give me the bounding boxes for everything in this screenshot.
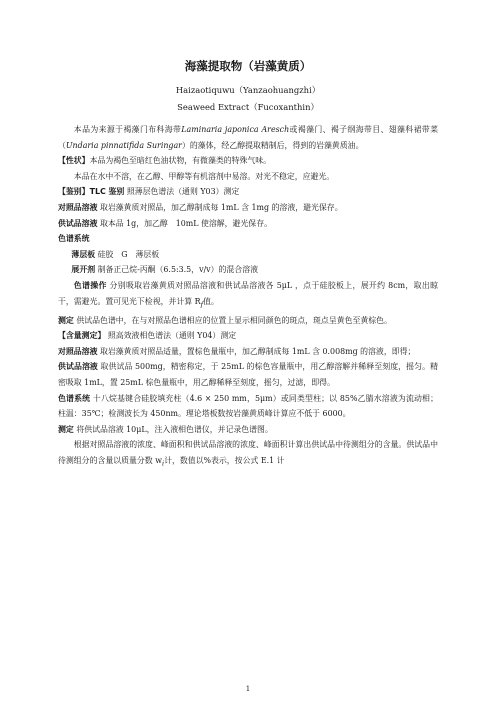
calc-text: 根据对照品溶液的浓度、峰面积和供试品溶液的浓度、峰面积计算出供试品中待测组分的含量。供试品中待测组分的含量以质量分数 w xyxy=(58,440,438,466)
jianbie-label: 【鉴别】TLC 鉴别 xyxy=(58,187,125,197)
jianbie-test-solution xyxy=(58,216,438,232)
jianbie-ref-solution xyxy=(58,200,438,216)
solvent-label: 展开剂 xyxy=(71,265,96,275)
jianbie-section xyxy=(58,184,438,200)
intro-text-3: ）的藻体，经乙醇提取精制后，得到的岩藻黄质油。 xyxy=(181,140,364,150)
hplc-ref-solution xyxy=(58,344,438,360)
page-number: 1 xyxy=(245,685,251,693)
xingzhuang-section xyxy=(58,153,438,169)
latin-name-1: Laminaria japonica Aresch xyxy=(181,125,290,134)
tlc-measure xyxy=(58,313,438,329)
ref-solution-label: 对照品溶液 xyxy=(58,202,98,212)
calculation-paragraph xyxy=(58,437,438,472)
wi-subscript: i xyxy=(161,459,165,468)
english-title: Seaweed Extract（Fucoxanthin） xyxy=(177,102,319,112)
intro-text-1: 本品为来源于褐藻门布科海带 xyxy=(73,125,182,134)
hplc-system-text: 十八烷基键合硅胶填充柱（4.6 × 250 mm，5μm）或同类型柱；以 85%乙腈水溶液为流动相；柱温：35℃；检测波长为 450nm。理论塔板数按岩藻黄质峰计算应不低于 6000。 xyxy=(58,393,439,419)
hanliang-section xyxy=(58,328,438,344)
ref-solution-text: 取岩藻黄质对照品，加乙醇制成每 1mL 含 1mg 的溶液，避光保存。 xyxy=(99,202,343,212)
measure-label: 测定 xyxy=(58,315,74,325)
test-solution-label: 供试品溶液 xyxy=(58,218,98,228)
jianbie-text: 照薄层色谱法（通则 Y03）测定 xyxy=(126,187,240,197)
test-solution-text: 取本品 1g，加乙醇 10mL 使溶解，避光保存。 xyxy=(99,218,272,228)
plate-label: 薄层板 xyxy=(71,249,96,259)
operation-tail: 值。 xyxy=(203,296,219,306)
document-body xyxy=(58,122,438,472)
hplc-test-label: 供试品溶液 xyxy=(58,362,98,372)
tlc-solvent xyxy=(58,262,438,278)
hanliang-text: 照高效液相色谱法（通则 Y04）测定 xyxy=(107,331,237,341)
tlc-operation xyxy=(58,278,438,313)
xingzhuang-text: 本品为褐色至暗红色油状物，有微藻类的特殊气味。 xyxy=(89,156,272,166)
hplc-ref-label: 对照品溶液 xyxy=(58,346,98,356)
latin-name-2: Undaria pinnatifida Suringar xyxy=(65,140,182,150)
intro-paragraph xyxy=(58,122,438,153)
hplc-test-solution xyxy=(58,359,438,390)
calc-tail: 计，数值以%表示，按公式 E.1 计 xyxy=(164,456,285,466)
solubility-text: 本品在水中不溶，在乙醇、甲醇等有机溶剂中易溶。对光不稳定，应避光。 xyxy=(73,171,335,181)
operation-text: 分别吸取岩藻黄质对照品溶液和供试品溶液各 5μL ，点于硅胶板上，展开约 8cm，取出晾干，需避光。置可见光下检视，并计算 R xyxy=(58,280,438,306)
hplc-measure-text: 将供试品溶液 10μL，注入液相色谱仪，并记录色谱图。 xyxy=(76,424,273,434)
hplc-test-text: 取供试品 500mg，精密称定，于 25mL 的棕色容量瓶中，用乙醇溶解并稀释至刻度，摇匀。精密吸取 1mL，置 25mL 棕色量瓶中，用乙醇稀释至刻度，摇匀，过滤，即得。 xyxy=(58,362,438,388)
solvent-text: 制备正己烷-丙酮（6.5:3.5，v/v）的混合溶液 xyxy=(97,265,258,275)
intro-text-2: 或褐藻门、褐子纲海带目、翅藻科裙带菜（ xyxy=(58,125,438,150)
document-title: 海藻提取物（岩藻黄质） xyxy=(184,59,312,73)
hplc-system xyxy=(58,391,438,422)
pinyin-title: Haizaotiquwu（Yanzaohuangzhi） xyxy=(175,85,321,95)
hanliang-label: 【含量测定】 xyxy=(58,331,106,341)
xingzhuang-label: 【性状】 xyxy=(58,156,90,166)
hplc-measure-label: 测定 xyxy=(58,424,74,434)
operation-label: 色谱操作 xyxy=(73,280,107,290)
tlc-system-label: 色谱系统 xyxy=(58,234,90,244)
measure-text: 供试品色谱中，在与对照品色谱相应的位置上显示相同颜色的斑点，斑点呈黄色至黄棕色。 xyxy=(76,315,392,325)
hplc-measure xyxy=(58,422,438,438)
rf-subscript: f xyxy=(200,300,204,309)
hplc-system-label: 色谱系统 xyxy=(58,393,91,403)
hplc-ref-text: 取岩藻黄质对照品适量，置棕色量瓶中，加乙醇制成每 1mL 含 0.008mg 的溶液，即得； xyxy=(99,346,416,356)
tlc-plate xyxy=(58,247,438,263)
plate-text: 硅胶 G 薄层板 xyxy=(97,249,160,259)
